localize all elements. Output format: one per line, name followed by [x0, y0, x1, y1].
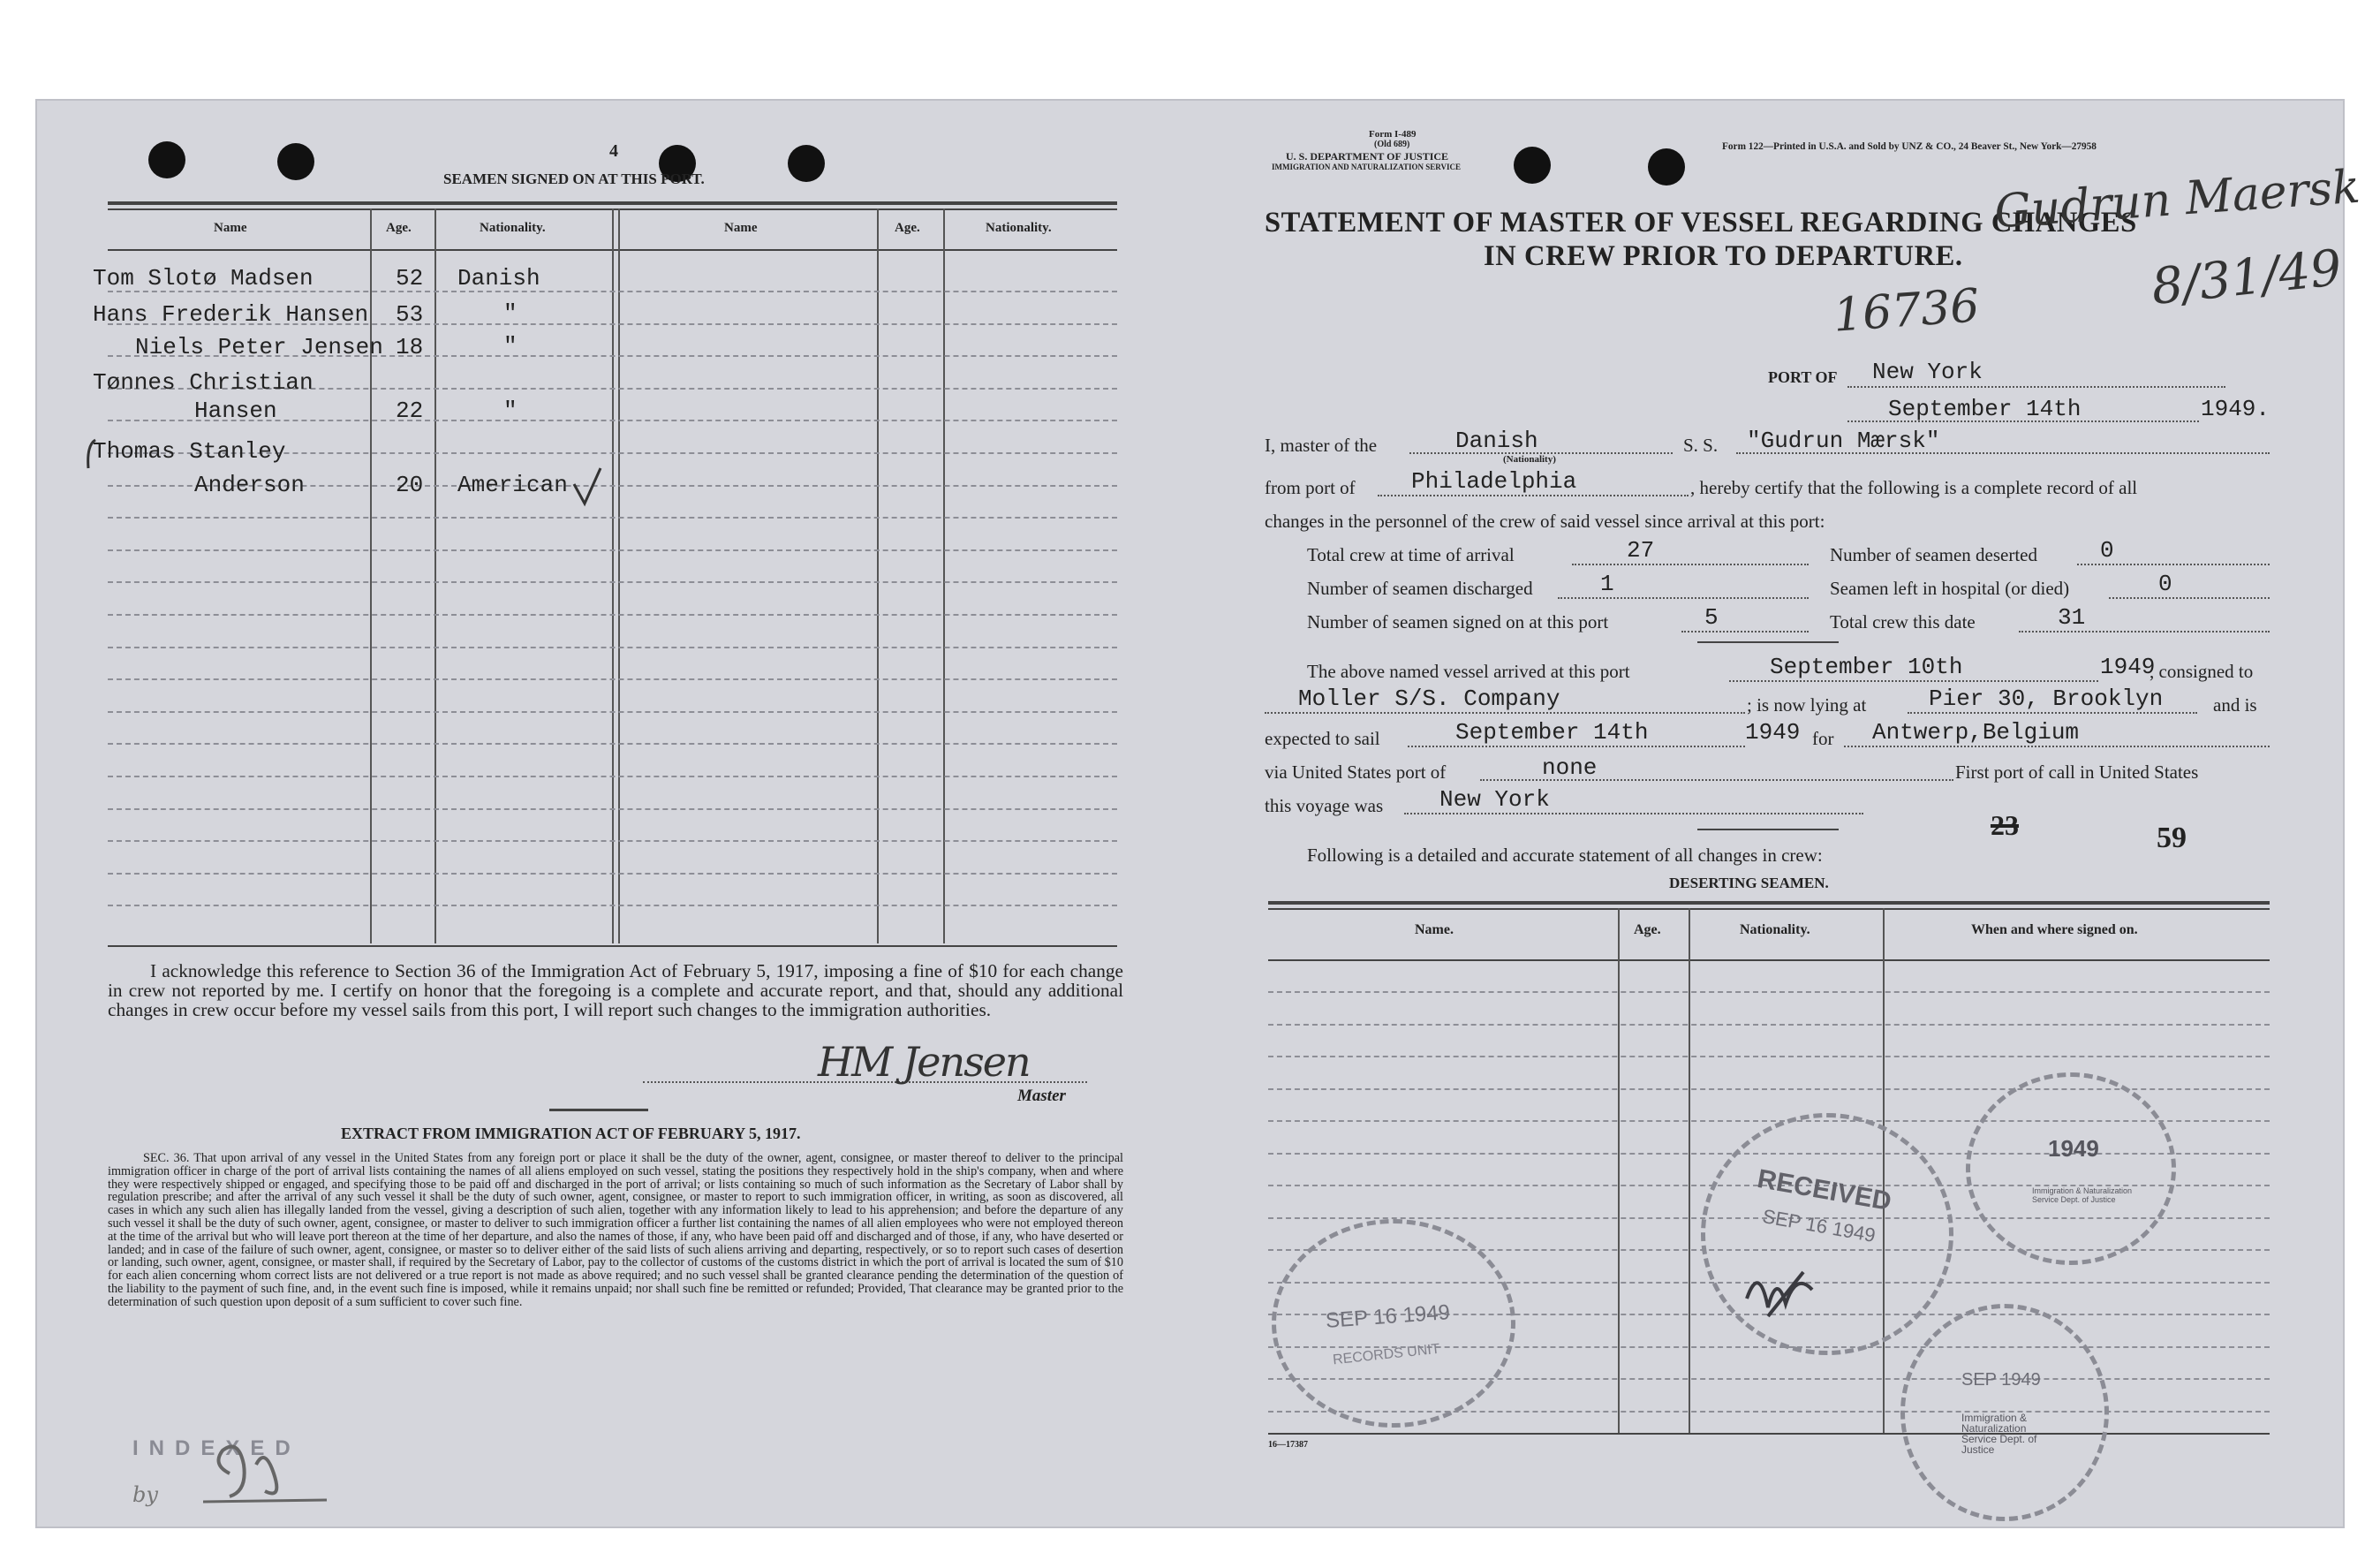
form-title-line-2: IN CREW PRIOR TO DEPARTURE.: [1484, 240, 1963, 272]
port-of-value: New York: [1872, 359, 1983, 385]
row-rule: [108, 808, 1117, 810]
row-rule: [108, 614, 1117, 616]
row-rule: [108, 711, 1117, 713]
year-value: 1949.: [2201, 396, 2270, 422]
seaman-nationality: ": [503, 398, 518, 424]
via-port-value: none: [1542, 754, 1598, 781]
total-crew-date-value: 31: [2058, 604, 2086, 631]
col-name-2: Name: [724, 221, 758, 235]
vessel-line: [1736, 452, 2270, 454]
arrived-line: [1729, 680, 2098, 682]
stat-line: [2077, 564, 2270, 565]
expected-label: expected to sail: [1265, 728, 1380, 749]
total-crew-arrival-value: 27: [1627, 537, 1655, 564]
short-rule: [1697, 829, 1839, 830]
seaman-name-cont: Hansen: [194, 398, 277, 424]
lying-at-value: Pier 30, Brooklyn: [1929, 686, 2164, 712]
row-rule: [108, 905, 1117, 906]
row-rule: [108, 743, 1117, 745]
bracket-mark-icon: [83, 436, 99, 472]
from-port-value: Philadelphia: [1411, 468, 1577, 495]
arrived-label: The above named vessel arrived at this port: [1307, 661, 1630, 682]
table-bottom-rule: [108, 945, 1117, 947]
department-name: U. S. DEPARTMENT OF JUSTICE: [1286, 150, 1449, 163]
arrived-year: 1949: [2100, 654, 2156, 680]
sail-year: 1949: [1745, 719, 1801, 746]
discharged-value: 1: [1600, 571, 1614, 597]
punch-hole: [277, 143, 314, 180]
row-rule: [108, 678, 1117, 680]
col-nationality-2: Nationality.: [986, 221, 1052, 235]
seaman-nationality: American: [457, 472, 568, 498]
handwritten-date: 8/31/49: [2149, 239, 2345, 317]
seaman-name: Tønnes Christian: [93, 369, 314, 396]
stat-line: [1572, 564, 1809, 565]
row-rule: [108, 647, 1117, 648]
col-name: Name: [214, 221, 247, 235]
total-crew-date-label: Total crew this date: [1830, 611, 1976, 633]
short-rule: [1697, 641, 1839, 643]
destination-line: [1844, 746, 2270, 747]
indexer-initials: [203, 1438, 336, 1509]
initials-mark: [1742, 1254, 1830, 1325]
desert-divider: [1618, 908, 1620, 1433]
table-divider: [618, 208, 620, 943]
seaman-nationality: Danish: [457, 265, 540, 292]
punch-hole: [1514, 147, 1551, 184]
deserting-rule: [1268, 901, 2270, 905]
sail-line: [1408, 746, 1745, 747]
check-mark-icon: [570, 465, 602, 509]
port-of-line: [1847, 386, 2225, 388]
col-age: Age.: [386, 221, 412, 235]
desert-header-rule: [1268, 959, 2270, 961]
for-label: for: [1812, 728, 1834, 749]
desert-col-nationality: Nationality.: [1740, 922, 1810, 937]
lying-label: ; is now lying at: [1747, 694, 1867, 716]
from-port-label: from port of: [1265, 477, 1356, 498]
struck-number: 23: [1991, 809, 2019, 841]
discharged-label: Number of seamen discharged: [1307, 578, 1533, 599]
deserting-title: DESERTING SEAMEN.: [1669, 875, 1829, 891]
table-divider: [434, 208, 436, 943]
seaman-nationality: ": [503, 300, 518, 327]
nationality-value: Danish: [1455, 428, 1538, 454]
stat-line: [2109, 597, 2270, 599]
signed-on-label: Number of seamen signed on at this port: [1307, 611, 1609, 633]
seaman-age: 20: [396, 472, 424, 498]
deserted-value: 0: [2100, 537, 2114, 564]
hospital-label: Seamen left in hospital (or died): [1830, 578, 2070, 599]
master-of-label: I, master of the: [1265, 435, 1378, 456]
indexed-by-label: by: [132, 1482, 158, 1507]
row-rule: [108, 517, 1117, 519]
seaman-age: 52: [396, 265, 424, 292]
stamp-received: RECEIVED: [1755, 1163, 1894, 1217]
seaman-name: Niels Peter Jensen: [135, 334, 383, 360]
punch-hole: [148, 141, 185, 178]
first-port-label: First port of call in United States: [1955, 761, 2199, 783]
col-nationality: Nationality.: [480, 221, 546, 235]
desert-col-signed-on: When and where signed on.: [1971, 922, 2138, 937]
handwritten-ship-name: Gudrun Maersk: [1992, 160, 2362, 239]
stamp-dept: Immigration & Naturalization Service Dept. of Justice: [2032, 1186, 2133, 1204]
consignee-value: Moller S/S. Company: [1298, 686, 1560, 712]
stamp-date: SEP 16 1949: [1325, 1300, 1451, 1333]
extract-title: EXTRACT FROM IMMIGRATION ACT OF FEBRUARY 5, 1917.: [341, 1125, 801, 1142]
voyage-line: [1404, 813, 1863, 814]
desert-col-age: Age.: [1634, 922, 1661, 937]
seaman-age: 22: [396, 398, 424, 424]
table-divider: [943, 208, 945, 943]
row-rule: [108, 840, 1117, 842]
destination-value: Antwerp,Belgium: [1872, 719, 2080, 746]
punch-hole: [1648, 148, 1685, 186]
row-rule: [108, 549, 1117, 551]
service-name: IMMIGRATION AND NATURALIZATION SERVICE: [1272, 163, 1461, 171]
deserting-rule: [1268, 908, 2270, 910]
sail-date: September 14th: [1455, 719, 1649, 746]
via-label: via United States port of: [1265, 761, 1447, 783]
col-age-2: Age.: [895, 221, 920, 235]
desert-bottom-rule: [1268, 1433, 2270, 1435]
ss-label: S. S.: [1683, 435, 1719, 456]
voyage-label: this voyage was: [1265, 795, 1384, 816]
stamp-received-date: SEP 16 1949: [1760, 1204, 1878, 1247]
seaman-name: Hans Frederik Hansen: [93, 301, 369, 328]
stat-line: [2019, 631, 2270, 633]
handwritten-file-number: 16736: [1832, 279, 1982, 343]
seaman-name-cont: Anderson: [194, 472, 305, 498]
nationality-line: [1409, 452, 1673, 454]
form-old-number: (Old 689): [1374, 140, 1410, 149]
seaman-name: Thomas Stanley: [93, 438, 286, 465]
row-rule: [108, 873, 1117, 875]
indexed-stamp: INDEXED: [132, 1436, 301, 1460]
signed-on-value: 5: [1704, 604, 1719, 631]
lying-line: [1908, 712, 2197, 714]
row-rule: [1268, 1024, 2270, 1026]
deserted-label: Number of seamen deserted: [1830, 544, 2037, 565]
from-port-line: [1378, 495, 1689, 496]
records-unit-stamp: [1272, 1219, 1515, 1428]
consigned-label: , consigned to: [2150, 661, 2254, 682]
port-of-label: PORT OF: [1768, 368, 1838, 386]
table-divider: [612, 208, 614, 943]
stat-line: [1681, 631, 1809, 633]
acknowledgement-text: I acknowledge this reference to Section 36 of the Immigration Act of February 5, 1917, imposing a fine of $10 for each change in crew not reported by me. I certify on honor that the foregoing is a complete and accurate report, and that, should any additional changes in crew occur before my vessel sails from this port, I will report such changes to the immigration authorities.: [108, 960, 1123, 1020]
desert-col-name: Name.: [1415, 922, 1454, 937]
extract-rule: [549, 1109, 648, 1111]
via-line: [1480, 779, 1953, 781]
table-divider: [370, 208, 372, 943]
hospital-value: 0: [2158, 571, 2172, 597]
first-port-value: New York: [1439, 786, 1550, 813]
row-rule: [108, 581, 1117, 583]
total-crew-arrival-label: Total crew at time of arrival: [1307, 544, 1515, 565]
printer-line: Form 122—Printed in U.S.A. and Sold by UNZ & CO., 24 Beaver St., New York—27958: [1722, 141, 2097, 152]
changes-text: changes in the personnel of the crew of said vessel since arrival at this port:: [1265, 511, 1825, 532]
immigration-stamp: [1900, 1304, 2109, 1521]
nationality-caption: (Nationality): [1503, 454, 1556, 465]
department-stamp: [1966, 1072, 2176, 1265]
row-rule: [1268, 1056, 2270, 1057]
following-text: Following is a detailed and accurate statement of all changes in crew:: [1307, 845, 1823, 866]
seaman-name: Tom Slotø Madsen: [93, 265, 314, 292]
and-is-label: and is: [2213, 694, 2257, 716]
seaman-age: 18: [396, 334, 424, 360]
form-title-line-1: STATEMENT OF MASTER OF VESSEL REGARDING CHANGES: [1265, 207, 2137, 239]
stat-line: [1558, 597, 1809, 599]
row-rule: [1268, 991, 2270, 993]
consignee-line: [1265, 712, 1745, 714]
page-number: 4: [609, 141, 618, 161]
stamp-year: 1949: [2048, 1135, 2099, 1162]
footer-code: 16—17387: [1268, 1440, 1308, 1450]
page-count: 59: [2157, 822, 2187, 854]
stamp-sep-date: SEP 1949: [1961, 1370, 2041, 1390]
table-divider: [877, 208, 879, 943]
seaman-nationality: ": [503, 333, 518, 360]
section-36-text: SEC. 36. That upon arrival of any vessel in the United States from any foreign port or place it shall be the duty of the owner, agent, consignee, or master thereof to deliver to the principal immigration officer in charge of the port of arrival lists containing the names of all aliens employed on such vessel, stating the positions they respectively hold in the ship's company, when and where they were respectively shipped or engaged, and specifying those to be paid off and discharged in the port of arrival; or lists containing so much of such information as the Secretary of Labor shall by regulation prescribe; and after the arrival of any such vessel it shall be the duty of such owner, agent, consignee, or master to report to such immigration officer, in writing, as soon as discovered, all cases in which any such alien has illegally landed from the vessel, giving a description of such alien, together with any information likely to lead to his apprehension; and before the departure of any such vessel it shall be the duty of such owner, agent, consignee, or master to deliver to such immigration officer a further list containing the names of all alien employees who were not employed thereon at the time of the arrival but who will leave port thereon at the time of her departure, and also the names of those, if any, who have been paid off and discharged and of those, if any, who have deserted or landed; and in case of the failure of such owner, agent, consignee, or master so to deliver either of the said lists of such aliens arriving and departing, respectively, or so to report such cases of desertion or landing, such owner, agent, consignee, or master shall, if required by the Secretary of Labor, pay to the collector of customs of the customs district in which the port of arrival is located the sum of $10 for each alien concerning whom correct lists are not delivered or a true report is not made as above required; and no such vessel shall be granted clearance pending the determination of the question of the liability to the payment of such fine, and, in the event such fine is imposed, while it remains unpaid; nor shall such fine be remitted or refunded; Provided, That clearance may be granted prior to the determination of such question upon deposit of a sum sufficient to cover such fine.: [108, 1151, 1123, 1309]
date-value: September 14th: [1888, 396, 2082, 422]
master-label: Master: [1017, 1087, 1066, 1105]
header-rule: [108, 201, 1117, 205]
form-number: Form I-489: [1369, 129, 1417, 140]
arrived-date: September 10th: [1770, 654, 1963, 680]
stamp-records-unit: RECORDS UNIT: [1332, 1341, 1441, 1368]
seaman-age: 53: [396, 301, 424, 328]
vessel-name: "Gudrun Mærsk": [1747, 428, 1940, 454]
punch-hole: [788, 145, 825, 182]
stamp-immigration-text: Immigration & Naturalization Service Dept. of Justice: [1961, 1412, 2037, 1456]
desert-divider: [1689, 908, 1690, 1433]
certify-text: , hereby certify that the following is a complete record of all: [1690, 477, 2138, 498]
row-rule: [108, 776, 1117, 777]
section-title: SEAMEN SIGNED ON AT THIS PORT.: [443, 170, 705, 187]
date-line: [1847, 420, 2199, 422]
master-signature: HM Jensen: [818, 1038, 1030, 1086]
